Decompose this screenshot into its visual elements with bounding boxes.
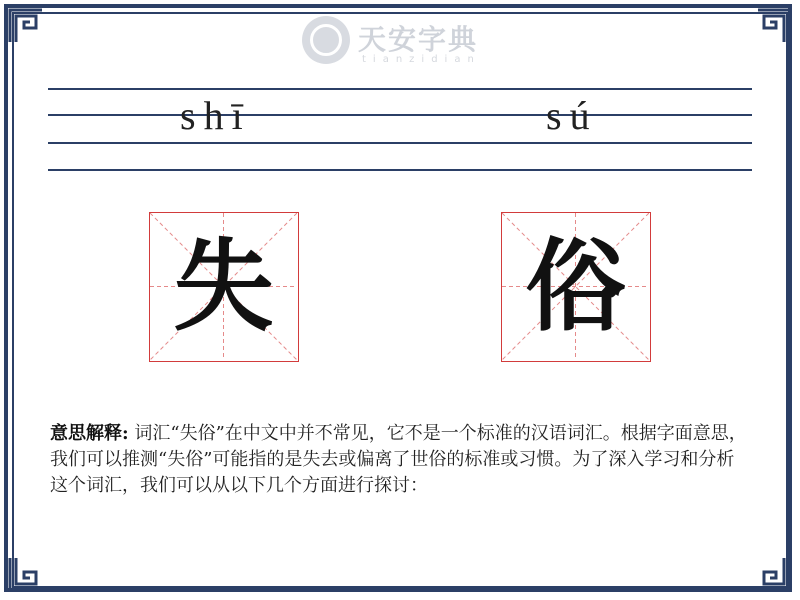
explanation-label: 意思解释 [50, 423, 122, 444]
explanation-paragraph [50, 421, 752, 499]
hanzi-character: 俗 [525, 227, 626, 345]
corner-ornament [6, 6, 46, 46]
logo-seal-icon [302, 16, 350, 64]
pinyin-syllable: sú [546, 93, 598, 138]
pinyin-syllable: shī [180, 93, 251, 138]
character-grid [149, 212, 299, 362]
hanzi-character: 失 [173, 227, 274, 345]
corner-ornament [754, 6, 794, 46]
explanation-separator: : [122, 423, 129, 444]
explanation-text: 词汇“失俗”在中文中并不常见，它不是一个标准的汉语词汇。根据字面意思，我们可以推测“失俗”可能指的是失去或偏离了世俗的标准或习惯。为了深入学习和分析这个词汇，我们可以从以下几个方面进行探讨： [50, 423, 747, 496]
logo-title: 天安字典 [358, 23, 479, 56]
corner-ornament [6, 554, 46, 594]
pinyin-line [48, 114, 752, 116]
pinyin-line [48, 169, 752, 171]
corner-ornament [754, 554, 794, 594]
character-grid [501, 212, 651, 362]
pinyin-line [48, 142, 752, 144]
logo-subtitle: tianzidian [362, 54, 481, 65]
inner-border [12, 12, 788, 588]
pinyin-line [48, 88, 752, 90]
site-logo [302, 14, 502, 70]
